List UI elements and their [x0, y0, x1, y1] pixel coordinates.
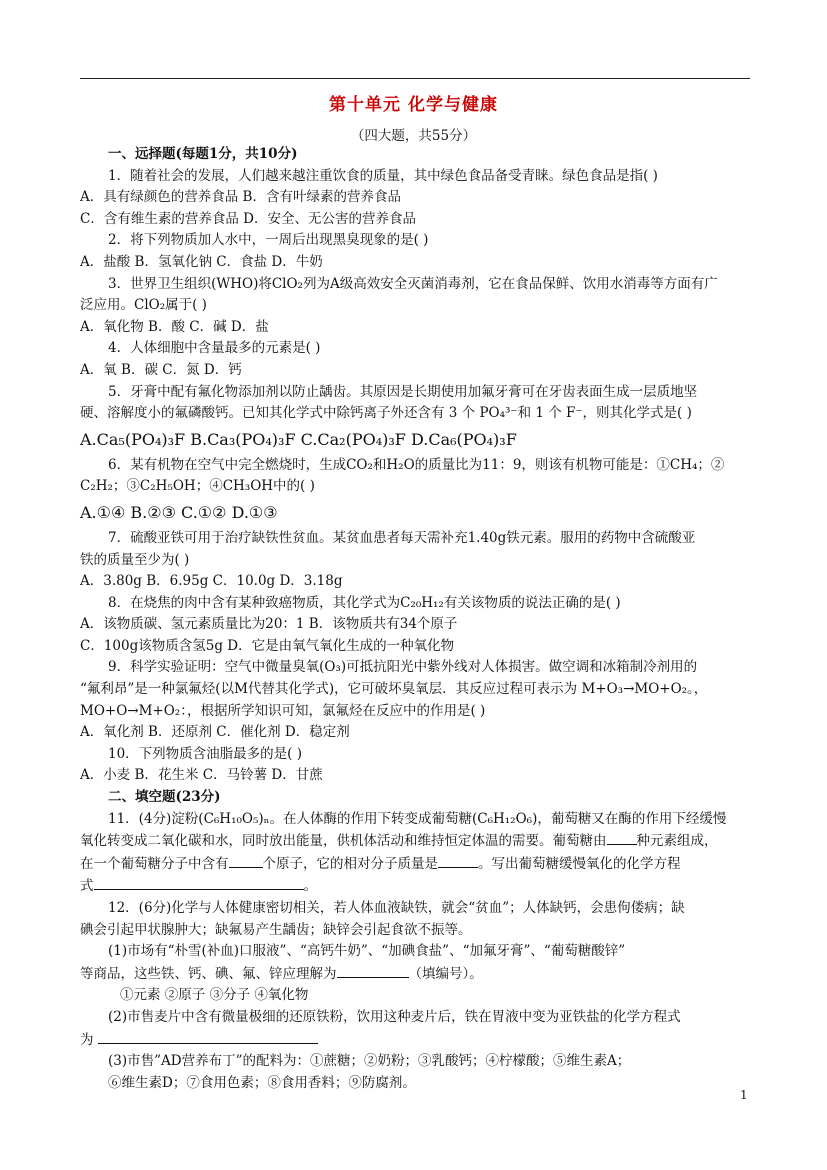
question-line: 1．随着社会的发展，人们越来越注重饮食的质量，其中绿色食品备受青睐。绿色食品是指( ): [108, 167, 658, 184]
question-line: 2．将下列物质加人水中，一周后出现黑臭现象的是( ): [108, 232, 429, 249]
q11-text: 式: [80, 878, 94, 895]
question-line: A．具有绿颜色的营养食品 B．含有叶绿素的营养食品: [80, 189, 401, 206]
q11-text: 氧化转变成二氧化碳和水，同时放出能量，供机体活动和维持恒定体温的需要。葡萄糖由: [80, 833, 607, 850]
q11-line-3: [80, 853, 750, 876]
question-line: 7．硫酸亚铁可用于治疗缺铁性贫血。某贫血患者每天需补充1.40g铁元素。服用的药物中含硫酸亚: [108, 529, 696, 546]
q12-text: （填编号）。: [408, 965, 483, 982]
q12-line-6: (2)市售麦片中含有微量极细的还原铁粉，饮用这种麦片后，铁在胃液中变为亚铁盐的化学方程式: [108, 1008, 681, 1025]
q11-text: 个原子，它的相对分子质量是: [262, 855, 438, 872]
question-line: 5．牙膏中配有氟化物添加剂以防止龋齿。其原因是长期使用加氟牙膏可在牙齿表面生成一层质地坚: [108, 383, 698, 400]
question-line: A.Ca₅(PO₄)₃F B.Ca₃(PO₄)₃F C.Ca₂(PO₄)₃F D.Ca₆(PO₄)₃F: [80, 429, 517, 449]
q11-line-2: [80, 830, 750, 853]
question-line: A.①④ B.②③ C.①② D.①③: [80, 502, 278, 522]
question-line: A．氧 B．碳 C．氮 D．钙: [80, 361, 242, 378]
question-line: 4．人体细胞中含量最多的元素是( ): [108, 340, 321, 357]
question-line: A．3.80g B．6.95g C．10.0g D．3.18g: [80, 573, 343, 590]
q11-text: 在一个葡萄糖分子中含有: [80, 855, 229, 872]
page-subtitle: （四大题，共55分）: [350, 128, 477, 144]
question-lines: [80, 144, 750, 809]
q12-line-2: 碘会引起甲状腺肿大；缺氟易产生龋齿；缺锌会引起食欲不振等。: [80, 921, 472, 938]
section-heading: 二、填空题(23分): [108, 789, 221, 806]
question-line: MO+O→M+O₂：，根据所学知识可知，氯氟烃在反应中的作用是( ): [80, 702, 486, 719]
q12-line-9: ⑥维生素D；⑦食用色素；⑧食用香料；⑨防腐剂。: [108, 1074, 416, 1091]
q11-line-1: 11．(4分)淀粉(C₆H₁₀O₅)ₙ。在人体酶的作用下转变成葡萄糖(C₆H₁₂O₆)，葡萄糖又在酶的作用下经缓慢: [108, 810, 727, 827]
q11-text: 。: [303, 878, 317, 895]
question-line: A．盐酸 B．氢氧化钠 C．食盐 D．牛奶: [80, 253, 323, 270]
answer-blank[interactable]: [438, 853, 478, 868]
q12-line-4: [80, 963, 750, 986]
question-line: 硬、溶解度小的氟磷酸钙。已知其化学式中除钙离子外还含有 3 个 PO₄³⁻和 1 个 F⁻，则其化学式是( ): [80, 405, 692, 422]
question-line: A．该物质碳、氢元素质量比为20：1 B．该物质共有34个原子: [80, 616, 458, 633]
answer-blank[interactable]: [607, 830, 637, 845]
q11-text: 。写出葡萄糖缓慢氧化的化学方程: [478, 855, 681, 872]
question-line: A．小麦 B．花生米 C．马铃薯 D．甘蔗: [80, 767, 323, 784]
question-line: “氟利昂”是一种氯氟烃(以M代替其化学式)，它可破坏臭氧层．其反应过程可表示为 M+O₃→MO+O₂。，: [80, 681, 708, 698]
question-line: 8．在烧焦的肉中含有某种致癌物质，其化学式为C₂₀H₁₂有关该物质的说法正确的是( ): [108, 594, 621, 611]
q12-text: 为: [80, 1031, 94, 1048]
q12-text: 等商品，这些铁、钙、碘、氟、锌应理解为: [80, 965, 337, 982]
q12-line-3: (1)市场有“朴雪(补血)口服液”、“高钙牛奶”、“加碘食盐”、“加氟牙膏”、“葡萄糖酸锌”: [108, 943, 626, 960]
question-line: 10．下列物质含油脂最多的是( ): [108, 745, 303, 762]
question-line: C．100g该物质含氢5g D．它是由氧气氧化生成的一种氧化物: [80, 637, 455, 654]
answer-blank[interactable]: [337, 963, 409, 978]
question-line: A．氧化物 B．酸 C．碱 D．盐: [80, 318, 269, 335]
header-rule: [80, 78, 750, 79]
page-title: 第十单元 化学与健康: [329, 95, 498, 115]
question-line: C₂H₂；③C₂H₅OH；④CH₃OH中的( ): [80, 478, 315, 495]
q12-line-7: [80, 1029, 750, 1052]
q12-line-1: 12．(6分)化学与人体健康密切相关，若人体血液缺铁，就会“贫血”；人体缺钙，会患佝偻病；缺: [108, 900, 685, 916]
question-line: 9．科学实验证明：空气中微量臭氧(O₃)可抵抗阳光中紫外线对人体损害。做空调和冰箱制冷剂用的: [108, 659, 698, 676]
q11-text: 种元素组成，: [636, 833, 718, 850]
question-line: 3．世界卫生组织(WHO)将ClO₂列为A级高效安全灭菌消毒剂，它在食品保鲜、饮用水消毒等方面有广: [108, 275, 718, 292]
answer-blank[interactable]: [98, 1029, 318, 1044]
question-line: A．氧化剂 B．还原剂 C．催化剂 D．稳定剂: [80, 724, 350, 741]
q12-options: ①元素 ②原子 ③分子 ④氧化物: [120, 987, 309, 1004]
question-line: 铁的质量至少为( ): [80, 551, 190, 568]
question-line: 6．某有机物在空气中完全燃烧时，生成CO₂和H₂O的质量比为11：9，则该有机物可能是：①CH₄；②: [108, 456, 725, 473]
question-line: C．含有维生素的营养食品 D．安全、无公害的营养食品: [80, 210, 416, 227]
page-number: 1: [740, 1088, 748, 1102]
q12-line-8: (3)市售”AD营养布丁”的配料为：①蔗糖；②奶粉；③乳酸钙；④柠檬酸；⑤维生素A；: [108, 1053, 631, 1070]
document-body: [80, 144, 750, 1094]
answer-blank[interactable]: [94, 875, 304, 890]
answer-blank[interactable]: [229, 853, 263, 868]
section-heading: 一、远择题(每题1分，共10分): [108, 146, 298, 162]
q11-line-4: [80, 875, 750, 898]
question-line: 泛应用。ClO₂属于( ): [80, 297, 207, 314]
